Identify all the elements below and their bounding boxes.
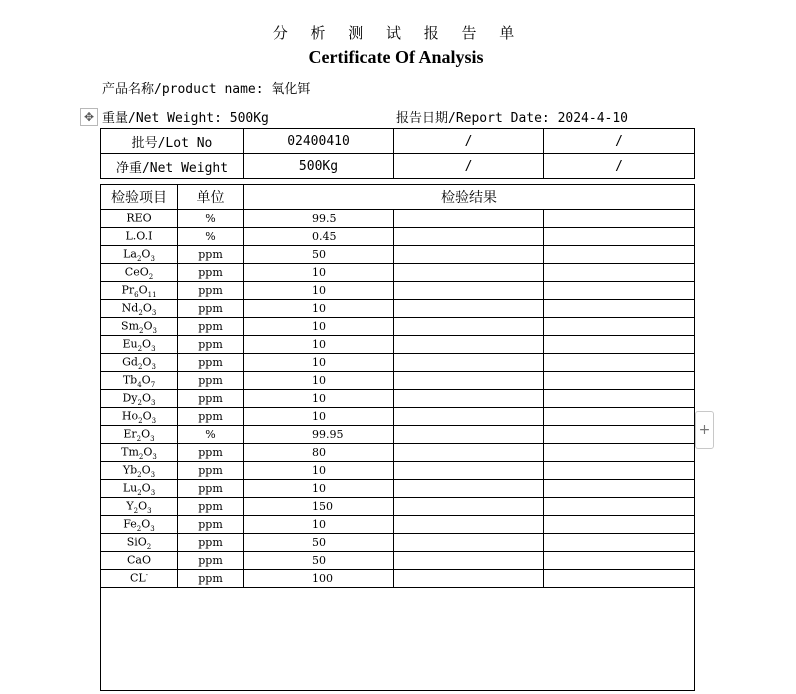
empty-result-cell xyxy=(394,246,544,264)
unit-cell: ppm xyxy=(178,462,244,480)
empty-result-cell xyxy=(394,390,544,408)
formula-base2: O xyxy=(141,373,151,387)
result-value: 10 xyxy=(244,462,394,480)
empty-result-cell xyxy=(544,318,695,336)
result-row xyxy=(101,282,695,300)
empty-result-cell xyxy=(394,552,544,570)
empty-result-cell xyxy=(544,300,695,318)
item-formula xyxy=(101,372,178,390)
result-row xyxy=(101,480,695,498)
unit-cell: ppm xyxy=(178,300,244,318)
lot-info-row xyxy=(101,129,695,154)
item-formula xyxy=(101,246,178,264)
unit-cell: ppm xyxy=(178,444,244,462)
empty-result-cell xyxy=(394,318,544,336)
formula-base: Pr xyxy=(121,283,135,297)
unit-cell: % xyxy=(178,426,244,444)
empty-result-cell xyxy=(544,336,695,354)
empty-result-cell xyxy=(394,264,544,282)
unit-cell: ppm xyxy=(178,480,244,498)
unit-cell: ppm xyxy=(178,498,244,516)
formula-sub: 2 xyxy=(136,254,142,263)
unit-cell: % xyxy=(178,228,244,246)
unit-cell: % xyxy=(178,210,244,228)
empty-result-cell xyxy=(394,408,544,426)
empty-result-cell xyxy=(544,498,695,516)
unit-cell: ppm xyxy=(178,246,244,264)
result-value: 150 xyxy=(244,498,394,516)
result-row xyxy=(101,336,695,354)
empty-result-cell xyxy=(544,444,695,462)
formula-base2: O xyxy=(141,247,151,261)
empty-result-cell xyxy=(394,534,544,552)
result-row xyxy=(101,498,695,516)
formula-sub: 2 xyxy=(137,344,143,353)
item-formula xyxy=(101,408,178,426)
empty-result-cell xyxy=(544,354,695,372)
result-row xyxy=(101,354,695,372)
column-header-result: 检验结果 xyxy=(244,185,695,210)
result-value: 10 xyxy=(244,408,394,426)
empty-result-cell xyxy=(394,444,544,462)
formula-sub: 2 xyxy=(138,452,144,461)
result-value: 10 xyxy=(244,516,394,534)
formula-base: Yb xyxy=(122,463,138,477)
formula-sub: 2 xyxy=(137,362,143,371)
empty-result-cell xyxy=(544,534,695,552)
formula-base: Sm xyxy=(121,319,139,333)
formula-sub2: 3 xyxy=(150,434,155,443)
unit-cell: ppm xyxy=(178,282,244,300)
item-formula xyxy=(101,534,178,552)
empty-result-cell xyxy=(394,210,544,228)
formula-sub: 2 xyxy=(139,326,144,335)
formula-base: Er xyxy=(123,427,137,441)
empty-result-cell xyxy=(544,228,695,246)
lot-info-label: 批号/Lot No xyxy=(101,129,244,154)
formula-sub2: 3 xyxy=(151,362,156,371)
net-weight-line: 重量/Net Weight: 500Kg xyxy=(102,111,269,126)
empty-result-cell xyxy=(544,570,695,588)
empty-result-cell xyxy=(544,264,695,282)
result-value: 0.45 xyxy=(244,228,394,246)
formula-base2: O xyxy=(142,301,152,315)
lot-info-table xyxy=(100,128,695,179)
formula-sub: 4 xyxy=(137,380,142,389)
empty-result-cell xyxy=(394,282,544,300)
unit-cell: ppm xyxy=(178,264,244,282)
item-formula xyxy=(101,462,178,480)
column-header-unit: 单位 xyxy=(178,185,244,210)
formula-base: Nd xyxy=(121,301,139,315)
empty-result-cell xyxy=(394,336,544,354)
unit-cell: ppm xyxy=(178,570,244,588)
item-formula xyxy=(101,210,178,228)
formula-base: La xyxy=(123,247,137,261)
formula-base: CeO xyxy=(124,265,149,279)
formula-base: Ho xyxy=(121,409,139,423)
unit-cell: ppm xyxy=(178,408,244,426)
result-row xyxy=(101,552,695,570)
formula-sub2: 7 xyxy=(150,380,156,389)
formula-base2: O xyxy=(142,391,152,405)
item-formula xyxy=(101,480,178,498)
formula-base2: O xyxy=(141,481,151,495)
move-handle-icon[interactable]: ✥ xyxy=(80,108,98,126)
empty-result-cell xyxy=(394,300,544,318)
formula-base: Fe xyxy=(123,517,137,531)
title-english: Certificate Of Analysis xyxy=(308,47,484,67)
formula-base: CL xyxy=(129,571,146,585)
item-formula xyxy=(101,570,178,588)
empty-result-cell xyxy=(394,354,544,372)
formula-sub: 2 xyxy=(146,542,152,551)
result-value: 10 xyxy=(244,282,394,300)
formula-sub: 2 xyxy=(133,506,139,515)
add-row-plus-icon[interactable]: + xyxy=(695,411,714,449)
formula-sub: 2 xyxy=(137,398,142,407)
formula-base: Eu xyxy=(122,337,138,351)
formula-sub: 2 xyxy=(138,308,143,317)
result-row xyxy=(101,390,695,408)
formula-base2: O xyxy=(141,463,151,477)
lot-info-value: 02400410 xyxy=(244,129,394,154)
result-value: 10 xyxy=(244,300,394,318)
formula-sub2: 11 xyxy=(147,290,157,299)
formula-sub: 2 xyxy=(138,416,143,425)
item-formula xyxy=(101,498,178,516)
formula-base: Tm xyxy=(121,445,139,459)
lot-info-cell-4: / xyxy=(544,154,695,179)
empty-result-cell xyxy=(544,408,695,426)
result-value: 50 xyxy=(244,246,394,264)
empty-result-cell xyxy=(544,426,695,444)
formula-sub2: 3 xyxy=(152,326,157,335)
item-formula xyxy=(101,354,178,372)
result-row xyxy=(101,372,695,390)
result-value: 50 xyxy=(244,552,394,570)
lot-info-cell-4: / xyxy=(544,129,695,154)
empty-result-cell xyxy=(544,390,695,408)
result-row xyxy=(101,444,695,462)
formula-base: Dy xyxy=(122,391,138,405)
formula-sub2: 3 xyxy=(152,452,157,461)
unit-cell: ppm xyxy=(178,336,244,354)
result-value: 10 xyxy=(244,372,394,390)
product-name-line: 产品名称/product name: 氧化铒 xyxy=(102,82,311,97)
result-row xyxy=(101,264,695,282)
empty-result-cell xyxy=(544,552,695,570)
formula-base: REO xyxy=(126,211,152,225)
unit-cell: ppm xyxy=(178,354,244,372)
result-value: 10 xyxy=(244,390,394,408)
formula-base2: O xyxy=(143,319,153,333)
formula-base2: O xyxy=(141,517,151,531)
result-value: 10 xyxy=(244,480,394,498)
formula-sub: 2 xyxy=(136,434,142,443)
formula-sub2: 3 xyxy=(150,488,156,497)
unit-cell: ppm xyxy=(178,552,244,570)
result-row xyxy=(101,246,695,264)
formula-sub2: 3 xyxy=(151,308,157,317)
item-formula xyxy=(101,390,178,408)
result-row xyxy=(101,462,695,480)
title-chinese: 分 析 测 试 报 告 单 xyxy=(272,24,524,42)
item-formula xyxy=(101,336,178,354)
unit-cell: ppm xyxy=(178,372,244,390)
formula-base: SiO xyxy=(126,535,147,549)
result-value: 100 xyxy=(244,570,394,588)
results-header-row xyxy=(101,185,695,210)
result-row xyxy=(101,300,695,318)
lot-info-cell-3: / xyxy=(394,154,544,179)
result-value: 50 xyxy=(244,534,394,552)
result-row xyxy=(101,318,695,336)
result-value: 80 xyxy=(244,444,394,462)
formula-sub2: 3 xyxy=(150,524,155,533)
formula-base2: O xyxy=(141,427,151,441)
empty-result-cell xyxy=(394,372,544,390)
empty-result-cell xyxy=(394,426,544,444)
blank-area-row xyxy=(101,588,695,691)
unit-cell: ppm xyxy=(178,390,244,408)
formula-sub: 2 xyxy=(137,470,142,479)
formula-base: CaO xyxy=(127,553,151,567)
formula-sub2: 3 xyxy=(151,344,156,353)
empty-result-cell xyxy=(394,516,544,534)
empty-result-cell xyxy=(544,246,695,264)
formula-base2: O xyxy=(142,409,152,423)
result-row xyxy=(101,210,695,228)
formula-sub2: 3 xyxy=(147,506,152,515)
empty-result-cell xyxy=(544,462,695,480)
result-row xyxy=(101,534,695,552)
empty-result-cell xyxy=(544,480,695,498)
empty-result-cell xyxy=(544,516,695,534)
result-row xyxy=(101,408,695,426)
formula-base: Lu xyxy=(122,481,138,495)
item-formula xyxy=(101,552,178,570)
lot-info-label: 净重/Net Weight xyxy=(101,154,244,179)
formula-base: L.O.I xyxy=(125,229,153,243)
result-row xyxy=(101,570,695,588)
unit-cell: ppm xyxy=(178,534,244,552)
formula-base2: O xyxy=(138,283,148,297)
inspection-results-table xyxy=(100,184,695,691)
formula-sup: - xyxy=(145,570,149,579)
result-value: 10 xyxy=(244,264,394,282)
lot-info-row xyxy=(101,154,695,179)
formula-base2: O xyxy=(143,445,153,459)
item-formula xyxy=(101,300,178,318)
result-row xyxy=(101,426,695,444)
result-value: 10 xyxy=(244,336,394,354)
empty-result-cell xyxy=(394,570,544,588)
unit-cell: ppm xyxy=(178,516,244,534)
unit-cell: ppm xyxy=(178,318,244,336)
item-formula xyxy=(101,516,178,534)
empty-result-cell xyxy=(394,462,544,480)
formula-base: Y xyxy=(126,499,134,513)
result-value: 10 xyxy=(244,354,394,372)
column-header-item: 检验项目 xyxy=(101,185,178,210)
empty-result-cell xyxy=(544,282,695,300)
item-formula xyxy=(101,264,178,282)
formula-sub2: 3 xyxy=(150,254,155,263)
formula-sub2: 3 xyxy=(151,398,156,407)
formula-sub: 2 xyxy=(148,272,154,281)
formula-base2: O xyxy=(138,499,148,513)
formula-base: Gd xyxy=(122,355,138,369)
lot-info-value: 500Kg xyxy=(244,154,394,179)
formula-base2: O xyxy=(142,355,152,369)
item-formula xyxy=(101,228,178,246)
result-value: 99.5 xyxy=(244,210,394,228)
result-value: 10 xyxy=(244,318,394,336)
formula-sub: 2 xyxy=(136,524,142,533)
blank-area xyxy=(101,588,695,691)
lot-info-cell-3: / xyxy=(394,129,544,154)
item-formula xyxy=(101,282,178,300)
item-formula xyxy=(101,318,178,336)
empty-result-cell xyxy=(394,480,544,498)
formula-sub: 6 xyxy=(134,290,139,299)
result-row xyxy=(101,228,695,246)
formula-sub2: 3 xyxy=(150,470,156,479)
result-row xyxy=(101,516,695,534)
result-value: 99.95 xyxy=(244,426,394,444)
formula-base: Tb xyxy=(122,373,138,387)
empty-result-cell xyxy=(394,228,544,246)
empty-result-cell xyxy=(544,210,695,228)
empty-result-cell xyxy=(394,498,544,516)
report-date-line: 报告日期/Report Date: 2024-4-10 xyxy=(396,111,629,126)
formula-sub: 2 xyxy=(137,488,142,497)
formula-base2: O xyxy=(142,337,152,351)
empty-result-cell xyxy=(544,372,695,390)
item-formula xyxy=(101,426,178,444)
formula-sub2: 3 xyxy=(151,416,157,425)
item-formula xyxy=(101,444,178,462)
